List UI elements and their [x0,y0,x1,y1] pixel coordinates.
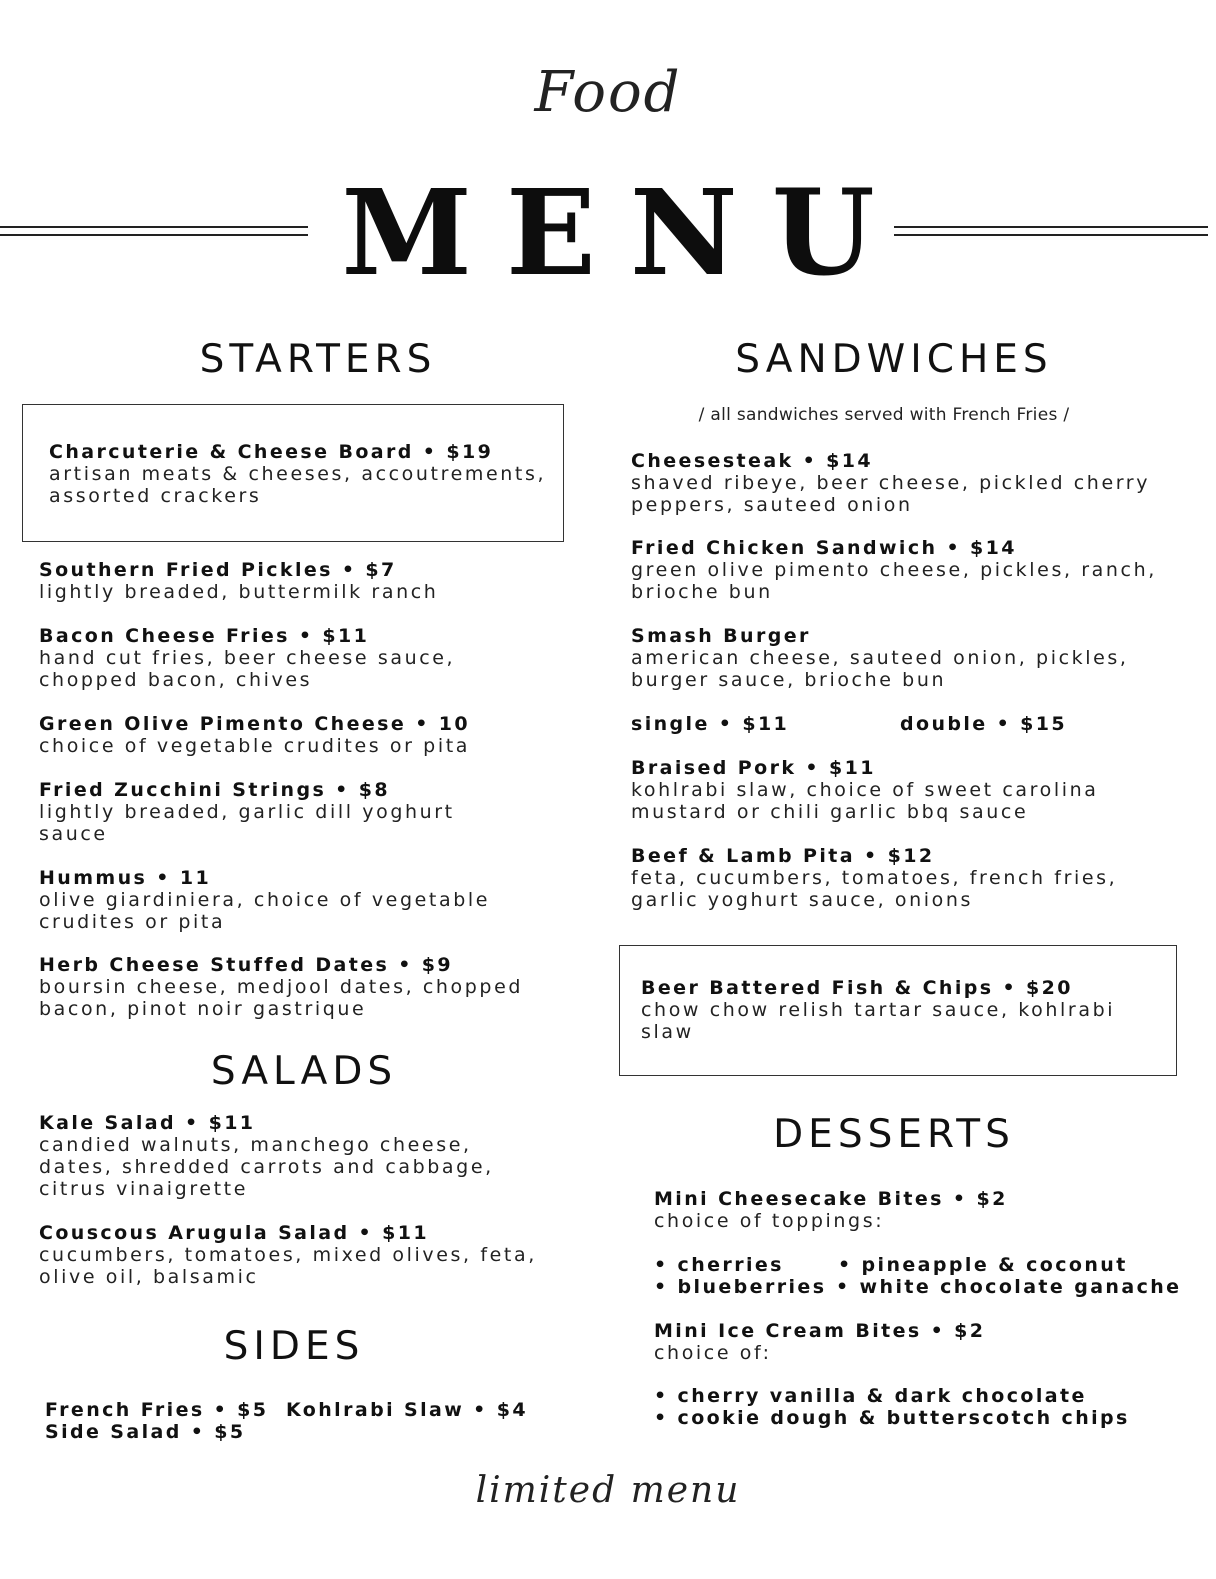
featured-starter-box [22,404,564,542]
sandwich-item [631,757,1191,823]
starter-item [39,559,579,603]
flavor-option: • cookie dough & butterscotch chips [654,1407,1130,1429]
starter-item [39,779,519,845]
item-desc: choice of toppings: [654,1210,885,1232]
item-name: Bacon Cheese Fries • $11 [39,625,370,647]
item-name: Beer Battered Fish & Chips • $20 [641,977,1073,999]
item-desc: green olive pimento cheese, pickles, ranch, brioche bun [631,559,1157,603]
sandwiches-note: / all sandwiches served with French Fries / [698,405,1070,425]
side-item: Kohlrabi Slaw • $4 [286,1399,528,1421]
starters-heading: STARTERS [199,337,437,382]
sandwich-item [631,450,1191,516]
item-desc: american cheese, sauteed onion, pickles, burger sauce, brioche bun [631,647,1129,691]
item-desc: artisan meats & cheeses, accoutrements, assorted crackers [49,463,547,507]
flavor-option: • cherry vanilla & dark chocolate [654,1385,1087,1407]
item-desc: hand cut fries, beer cheese sauce, chopped bacon, chives [39,647,456,691]
topping-option: • white chocolate ganache [836,1276,1182,1298]
item-desc: olive giardiniera, choice of vegetable crudites or pita [39,889,491,933]
item-desc: cucumbers, tomatoes, mixed olives, feta, olive oil, balsamic [39,1244,537,1288]
featured-starter [49,441,549,507]
item-name: Braised Pork • $11 [631,757,876,779]
featured-sandwich [641,977,1161,1043]
starter-item [39,954,599,1020]
item-name: Mini Cheesecake Bites • $2 [654,1188,1008,1210]
item-desc: choice of vegetable crudites or pita [39,735,470,757]
featured-sandwich-box [619,945,1177,1076]
item-desc: feta, cucumbers, tomatoes, french fries, garlic yoghurt sauce, onions [631,867,1118,911]
salad-item [39,1222,539,1288]
side-item: Side Salad • $5 [45,1421,246,1443]
item-name: Cheesesteak • $14 [631,450,874,472]
item-name: Green Olive Pimento Cheese • 10 [39,713,470,735]
desserts-heading: DESSERTS [773,1112,1015,1157]
item-desc: candied walnuts, manchego cheese, dates, shredded carrots and cabbage, citrus vinaigrette [39,1134,494,1200]
item-desc: lightly breaded, garlic dill yoghurt sauce [39,801,455,845]
item-name: Southern Fried Pickles • $7 [39,559,397,581]
menu-title: MENU [341,163,909,302]
burger-single-price: single • $11 [631,713,790,735]
item-name: Hummus • 11 [39,867,212,889]
item-desc: chow chow relish tartar sauce, kohlrabi slaw [641,999,1116,1043]
item-desc: kohlrabi slaw, choice of sweet carolina mustard or chili garlic bbq sauce [631,779,1099,823]
topping-option: • cherries [654,1254,784,1276]
starter-item [39,713,579,757]
salad-item [39,1112,539,1200]
item-name: Fried Chicken Sandwich • $14 [631,537,1017,559]
salads-heading: SALADS [210,1049,398,1094]
sandwiches-heading: SANDWICHES [735,337,1053,382]
item-desc: lightly breaded, buttermilk ranch [39,581,439,603]
burger-double-price: double • $15 [900,713,1068,735]
limited-menu-script: limited menu [475,1470,741,1511]
item-name: Herb Cheese Stuffed Dates • $9 [39,954,454,976]
dessert-item [654,1188,1194,1232]
sides-heading: SIDES [223,1324,365,1369]
dessert-item [654,1320,1194,1364]
topping-option: • blueberries [654,1276,827,1298]
item-desc: shaved ribeye, beer cheese, pickled cherry peppers, sauteed onion [631,472,1151,516]
side-item: French Fries • $5 [45,1399,269,1421]
item-name: Smash Burger [631,625,811,647]
item-desc: boursin cheese, medjool dates, chopped bacon, pinot noir gastrique [39,976,524,1020]
item-name: Mini Ice Cream Bites • $2 [654,1320,986,1342]
item-name: Charcuterie & Cheese Board • $19 [49,441,494,463]
starter-item [39,625,519,691]
sandwich-item [631,537,1191,603]
food-script-title: Food [534,60,682,125]
item-name: Fried Zucchini Strings • $8 [39,779,390,801]
sandwich-item [631,845,1191,911]
item-name: Beef & Lamb Pita • $12 [631,845,935,867]
topping-option: • pineapple & coconut [838,1254,1128,1276]
item-desc: choice of: [654,1342,772,1364]
starter-item [39,867,559,933]
sandwich-item [631,625,1206,691]
item-name: Kale Salad • $11 [39,1112,256,1134]
item-name: Couscous Arugula Salad • $11 [39,1222,429,1244]
